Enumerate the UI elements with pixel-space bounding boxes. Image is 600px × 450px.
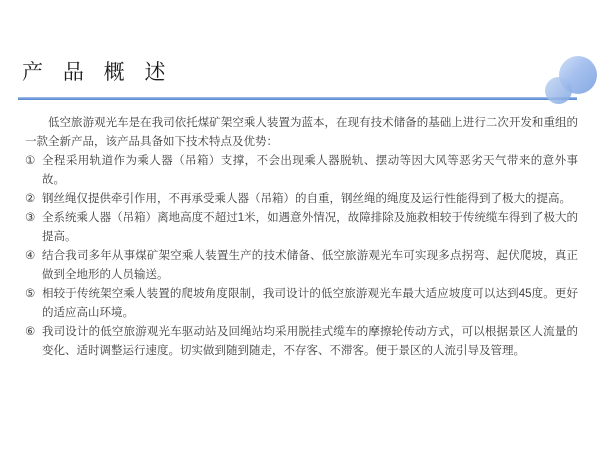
feature-item-1 — [25, 152, 578, 190]
feature-marker-5: ⑤ — [25, 288, 36, 300]
feature-list — [25, 152, 578, 361]
slide-body — [25, 114, 578, 361]
feature-marker-2: ② — [25, 193, 36, 205]
decorative-circle-small-icon — [545, 77, 572, 104]
feature-text-5: 相较于传统架空乘人装置的爬坡角度限制，我司设计的低空旅游观光车最大适应坡度可以达到45度。更好的适应高山环境。 — [42, 288, 578, 319]
feature-text-3: 全系统乘人器（吊箱）离地高度不超过1米，如遇意外情况，故障排除及施救相较于传统缆车得到了极大的提高。 — [42, 212, 578, 243]
feature-marker-4: ④ — [25, 250, 36, 262]
feature-item-2 — [25, 190, 578, 209]
page-title: 产 品 概 述 — [22, 61, 173, 84]
feature-item-6 — [25, 323, 578, 361]
feature-marker-1: ① — [25, 155, 36, 167]
feature-text-1: 全程采用轨道作为乘人器（吊箱）支撑，不会出现乘人器脱轨、摆动等因大风等恶劣天气带来的意外事故。 — [42, 155, 578, 186]
feature-item-4 — [25, 247, 578, 285]
feature-marker-3: ③ — [25, 212, 36, 224]
feature-marker-6: ⑥ — [25, 326, 36, 338]
intro-paragraph: 低空旅游观光车是在我司依托煤矿架空乘人装置为蓝本，在现有技术储备的基础上进行二次开发和重组的一款全新产品，该产品具备如下技术特点及优势： — [25, 117, 578, 148]
feature-text-6: 我司设计的低空旅游观光车驱动站及回绳站均采用脱挂式缆车的摩擦轮传动方式，可以根据景区人流量的变化、适时调整运行速度。切实做到随到随走，不存客、不滞客。便于景区的人流引导及管理。 — [42, 326, 578, 357]
title-underline-rule — [18, 97, 577, 100]
feature-text-4: 结合我司多年从事煤矿架空乘人装置生产的技术储备、低空旅游观光车可实现多点拐弯、起伏爬坡，真正做到全地形的人员输送。 — [42, 250, 578, 281]
feature-item-5 — [25, 285, 578, 323]
feature-text-2: 钢丝绳仅提供牵引作用，不再承受乘人器（吊箱）的自重，钢丝绳的绳度及运行性能得到了极大的提高。 — [42, 193, 571, 205]
feature-item-3 — [25, 209, 578, 247]
